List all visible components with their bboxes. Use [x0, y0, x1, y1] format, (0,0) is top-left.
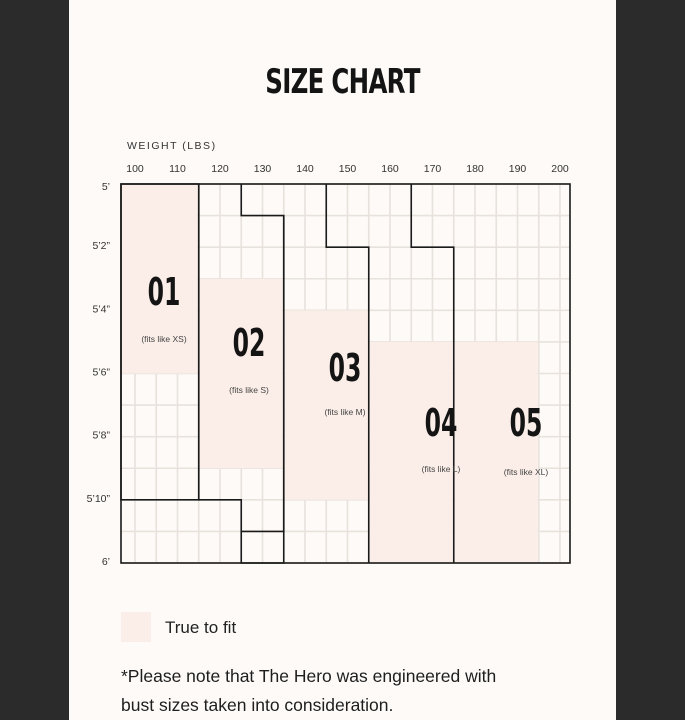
size-fits-like-01: (fits like XS) — [141, 334, 187, 344]
true-fit-region-03 — [285, 310, 368, 500]
size-number-03: 03 — [328, 347, 362, 391]
chart-title: SIZE CHART — [265, 62, 420, 102]
size-number-02: 02 — [232, 322, 266, 366]
x-tick-label: 160 — [381, 163, 399, 175]
y-tick-label: 5’6” — [92, 366, 110, 379]
legend-label: True to fit — [165, 618, 237, 637]
x-tick-label: 150 — [338, 163, 357, 175]
size-number-01: 01 — [147, 271, 181, 315]
y-tick-label: 6’ — [101, 556, 110, 568]
y-tick-label: 5’2” — [92, 240, 110, 253]
size-fits-like-04: (fits like L) — [421, 464, 461, 474]
size-number-04: 04 — [424, 402, 458, 446]
true-fit-region-04 — [370, 342, 453, 563]
size-fits-like-02: (fits like S) — [229, 385, 269, 395]
size-chart-card — [69, 0, 616, 720]
true-fit-region-02 — [200, 279, 283, 469]
x-tick-label: 130 — [253, 163, 272, 175]
x-tick-label: 110 — [169, 163, 186, 175]
x-tick-label: 120 — [211, 163, 229, 175]
size-number-05: 05 — [509, 402, 543, 446]
x-tick-label: 190 — [508, 163, 527, 175]
x-tick-label: 200 — [551, 163, 569, 175]
size-fits-like-03: (fits like M) — [324, 407, 366, 417]
x-tick-label: 140 — [296, 163, 314, 175]
x-tick-label: 170 — [423, 163, 442, 175]
x-axis-label: WEIGHT (LBS) — [127, 140, 217, 152]
footnote-line-2: bust sizes taken into consideration. — [121, 695, 394, 715]
x-tick-label: 180 — [466, 163, 484, 175]
legend-swatch-true-to-fit — [121, 612, 151, 642]
true-fit-region-05 — [455, 342, 538, 563]
footnote — [121, 662, 561, 720]
footnote-line-1: *Please note that The Hero was engineered with — [121, 666, 497, 686]
y-tick-label: 5’4” — [92, 303, 110, 316]
y-tick-label: 5’10” — [86, 492, 110, 505]
y-tick-label: 5’8” — [92, 429, 110, 442]
size-fits-like-05: (fits like XL) — [503, 467, 549, 477]
y-tick-label: 5’ — [101, 181, 110, 193]
x-tick-label: 100 — [126, 163, 144, 175]
size-chart — [69, 0, 616, 600]
